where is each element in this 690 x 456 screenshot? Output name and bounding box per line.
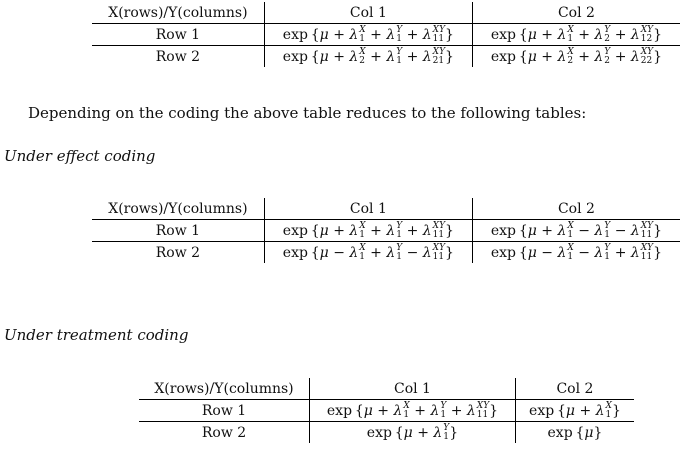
header-col-2: Col 2 — [472, 198, 680, 220]
table-row — [92, 46, 680, 68]
main-table — [92, 2, 680, 67]
formula-cell: exp {μ + λ X 1 − λ Y 1 − λ XY 11 } — [472, 220, 680, 242]
row-label: Row 2 — [92, 242, 264, 264]
treatment-coding-table — [139, 378, 634, 443]
formula-cell: exp {μ + λ X 2 + λ Y 1 + λ XY 21 } — [264, 46, 472, 68]
formula-cell: exp {μ + λ X 1 + λ Y 1 + λ XY 11 } — [264, 24, 472, 46]
header-col-1: Col 1 — [310, 378, 516, 400]
table-row — [92, 24, 680, 46]
table-row — [139, 422, 634, 444]
header-corner: X(rows)/Y(columns) — [139, 378, 310, 400]
header-corner: X(rows)/Y(columns) — [92, 2, 264, 24]
table-row — [92, 242, 680, 264]
effect-coding-table — [92, 198, 680, 263]
formula-cell: exp {μ − λ X 1 + λ Y 1 − λ XY 11 } — [264, 242, 472, 264]
formula-cell: exp {μ + λ Y 1 } — [310, 422, 516, 444]
header-corner: X(rows)/Y(columns) — [92, 198, 264, 220]
table-header-row — [139, 378, 634, 400]
table-row — [92, 220, 680, 242]
table-header-row — [92, 198, 680, 220]
header-col-2: Col 2 — [515, 378, 634, 400]
header-col-1: Col 1 — [264, 2, 472, 24]
table-header-row — [92, 2, 680, 24]
formula-cell: exp {μ + λ X 1 + λ Y 2 + λ XY 12 } — [472, 24, 680, 46]
row-label: Row 2 — [92, 46, 264, 68]
header-col-2: Col 2 — [472, 2, 680, 24]
formula-cell: exp {μ + λ X 1 + λ Y 1 + λ XY 11 } — [264, 220, 472, 242]
row-label: Row 2 — [139, 422, 310, 444]
intro-paragraph: Depending on the coding the above table reduces to the following tables: — [28, 104, 587, 122]
formula-cell: exp {μ + λ X 1 } — [515, 400, 634, 422]
header-col-1: Col 1 — [264, 198, 472, 220]
table-row — [139, 400, 634, 422]
row-label: Row 1 — [139, 400, 310, 422]
effect-coding-heading: Under effect coding — [4, 147, 156, 165]
row-label: Row 1 — [92, 24, 264, 46]
formula-cell: exp {μ − λ X 1 − λ Y 1 + λ XY 11 } — [490, 242, 663, 262]
formula-cell: exp {μ + λ X 2 + λ Y 2 + λ XY 22 } — [490, 46, 663, 66]
row-label: Row 1 — [92, 220, 264, 242]
formula-cell: exp {μ} — [547, 424, 603, 441]
treatment-coding-heading: Under treatment coding — [4, 326, 189, 344]
formula-cell: exp {μ + λ X 1 + λ Y 1 + λ XY 11 } — [310, 400, 516, 422]
